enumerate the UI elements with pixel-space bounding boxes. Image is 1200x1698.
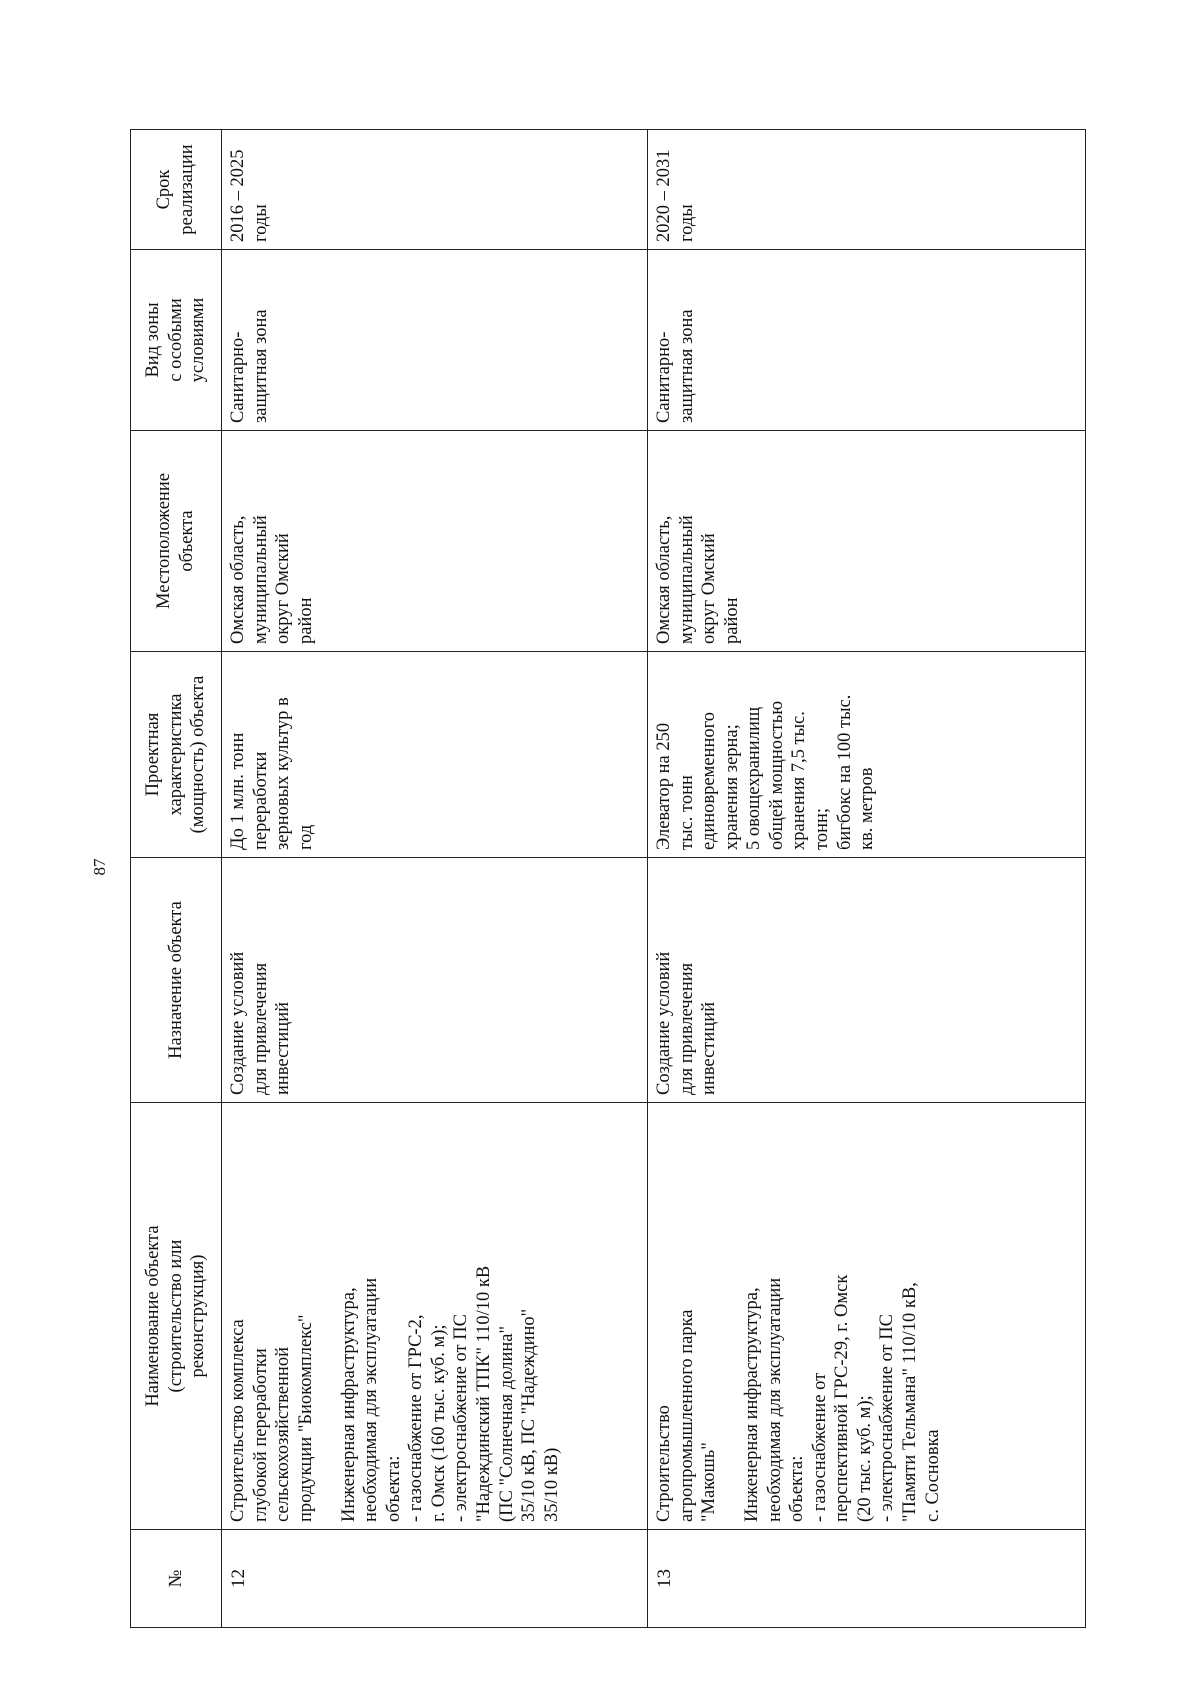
text-line: Омская область, bbox=[654, 515, 674, 644]
text-line: бигбокс на 100 тыс. bbox=[834, 694, 855, 850]
text-line: Строительство комплекса bbox=[228, 1319, 248, 1522]
text-line: характеристика bbox=[165, 693, 186, 816]
implementation-term bbox=[222, 130, 648, 250]
text-line: продукции "Биокомплекс" bbox=[295, 1314, 316, 1522]
text-line: для привлечения bbox=[676, 962, 697, 1095]
object-location bbox=[222, 431, 648, 652]
infrastructure-description bbox=[741, 1110, 944, 1522]
text-line: Назначение объекта bbox=[165, 901, 186, 1059]
header-purpose bbox=[131, 858, 222, 1103]
text-line: зерновых культур в bbox=[273, 697, 294, 850]
table-row bbox=[648, 130, 1086, 1628]
text-line: тонн; bbox=[811, 807, 832, 850]
text-line: Строительство bbox=[654, 1405, 674, 1522]
text-line: муниципальный bbox=[676, 515, 697, 644]
text-line: (мощность) объекта bbox=[188, 675, 209, 834]
text-line: "Макошь" bbox=[699, 1442, 720, 1522]
text-line: защитная зона bbox=[250, 309, 271, 423]
text-line: "Надеждинский ТПК" 110/10 кВ bbox=[473, 1265, 494, 1522]
text-line: с. Сосновка bbox=[922, 1429, 943, 1522]
text-line: 2020 – 2031 bbox=[654, 149, 674, 242]
investment-objects-table bbox=[130, 129, 1086, 1628]
header-name bbox=[131, 1103, 222, 1530]
text-line: перспективной ГРС-29, г. Омск bbox=[832, 1274, 853, 1522]
object-name bbox=[653, 1110, 721, 1522]
text-line: объекта: bbox=[383, 1455, 404, 1522]
text-line: 35/10 кВ, ПС "Надеждино" bbox=[519, 1308, 540, 1522]
text-line: общей мощностью bbox=[766, 700, 787, 850]
text-line: До 1 млн. тонн bbox=[228, 732, 248, 850]
text-line: Наименование объекта bbox=[143, 1225, 164, 1407]
text-line: год bbox=[295, 824, 316, 850]
zone-type bbox=[648, 250, 1086, 431]
text-line: муниципальный bbox=[250, 515, 271, 644]
text-line: с особыми bbox=[165, 298, 186, 382]
text-line: район bbox=[721, 597, 742, 644]
object-capacity bbox=[222, 652, 648, 858]
text-line: (строительство или bbox=[165, 1239, 186, 1393]
text-line: Создание условий bbox=[654, 951, 674, 1095]
text-line: округ Омский bbox=[273, 533, 294, 644]
row-number: 12 bbox=[222, 1530, 648, 1628]
text-line: (ПС "Солнечная долина" bbox=[496, 1325, 517, 1522]
text-line: необходимая для эксплуатации bbox=[361, 1277, 382, 1522]
text-line: 2016 – 2025 bbox=[228, 149, 248, 242]
header-location bbox=[131, 431, 222, 652]
text-line: необходимая для эксплуатации bbox=[764, 1277, 785, 1522]
object-name bbox=[227, 1110, 317, 1522]
text-line: Элеватор на 250 bbox=[654, 722, 674, 850]
text-line: хранения зерна; bbox=[721, 724, 742, 850]
text-line: инвестиций bbox=[273, 1002, 294, 1095]
text-line: реконструкция) bbox=[188, 1254, 209, 1378]
text-line: защитная зона bbox=[676, 309, 697, 423]
text-line: инвестиций bbox=[699, 1002, 720, 1095]
text-line: кв. метров bbox=[857, 767, 878, 850]
object-name-cell bbox=[222, 1103, 648, 1530]
text-line: Создание условий bbox=[228, 951, 248, 1095]
text-line: для привлечения bbox=[250, 962, 271, 1095]
text-line: - газоснабжение от bbox=[809, 1372, 830, 1522]
text-line: Инженерная инфраструктура, bbox=[742, 1287, 763, 1522]
text-line: глубокой переработки bbox=[250, 1348, 271, 1522]
text-line: хранения 7,5 тыс. bbox=[789, 711, 810, 850]
object-name-cell bbox=[648, 1103, 1086, 1530]
text-line: Инженерная инфраструктура, bbox=[338, 1287, 359, 1522]
rotated-table-container bbox=[130, 130, 1086, 1628]
text-line: г. Омск (160 тыс. куб. м); bbox=[428, 1324, 449, 1522]
object-purpose bbox=[222, 858, 648, 1103]
text-line: условиями bbox=[188, 297, 209, 383]
zone-type bbox=[222, 250, 648, 431]
page-number: 87 bbox=[90, 858, 109, 876]
text-line: годы bbox=[250, 204, 271, 242]
text-line: тыс. тонн bbox=[676, 775, 697, 850]
header-capacity bbox=[131, 652, 222, 858]
text-line: годы bbox=[676, 204, 697, 242]
text-line: район bbox=[295, 597, 316, 644]
text-line: объекта bbox=[177, 510, 197, 572]
text-line: Санитарно- bbox=[654, 331, 674, 423]
object-capacity bbox=[648, 652, 1086, 858]
text-line: Омская область, bbox=[228, 515, 248, 644]
table-header-row bbox=[131, 130, 222, 1628]
text-line: Проектная bbox=[143, 712, 164, 797]
infrastructure-description bbox=[338, 1110, 564, 1522]
text-line: Санитарно- bbox=[228, 331, 248, 423]
text-line: 35/10 кВ) bbox=[541, 1447, 562, 1522]
text-line: округ Омский bbox=[699, 533, 720, 644]
text-line: сельскохозяйственной bbox=[273, 1347, 294, 1522]
text-line: агропромышленного парка bbox=[676, 1309, 697, 1522]
text-line: (20 тыс. куб. м); bbox=[854, 1395, 875, 1522]
text-line: "Памяти Тельмана" 110/10 кВ, bbox=[899, 1282, 920, 1522]
text-line: Вид зоны bbox=[143, 302, 164, 378]
text-line: единовременного bbox=[699, 712, 720, 850]
header-zone bbox=[131, 250, 222, 431]
table-row bbox=[222, 130, 648, 1628]
text-line: реализации bbox=[177, 144, 197, 235]
text-line: - электроснабжение от ПС bbox=[451, 1314, 472, 1522]
text-line: Местоположение bbox=[154, 473, 175, 609]
object-location bbox=[648, 431, 1086, 652]
text-line: - электроснабжение от ПС bbox=[877, 1314, 898, 1522]
header-num: № bbox=[131, 1530, 222, 1628]
text-line: объекта: bbox=[787, 1455, 808, 1522]
text-line: Срок bbox=[154, 169, 175, 210]
object-purpose bbox=[648, 858, 1086, 1103]
implementation-term bbox=[648, 130, 1086, 250]
row-number: 13 bbox=[648, 1530, 1086, 1628]
text-line: - газоснабжение от ГРС-2, bbox=[406, 1314, 427, 1522]
header-term bbox=[131, 130, 222, 250]
text-line: 5 овощехранилищ bbox=[744, 706, 765, 850]
text-line: переработки bbox=[250, 751, 271, 850]
